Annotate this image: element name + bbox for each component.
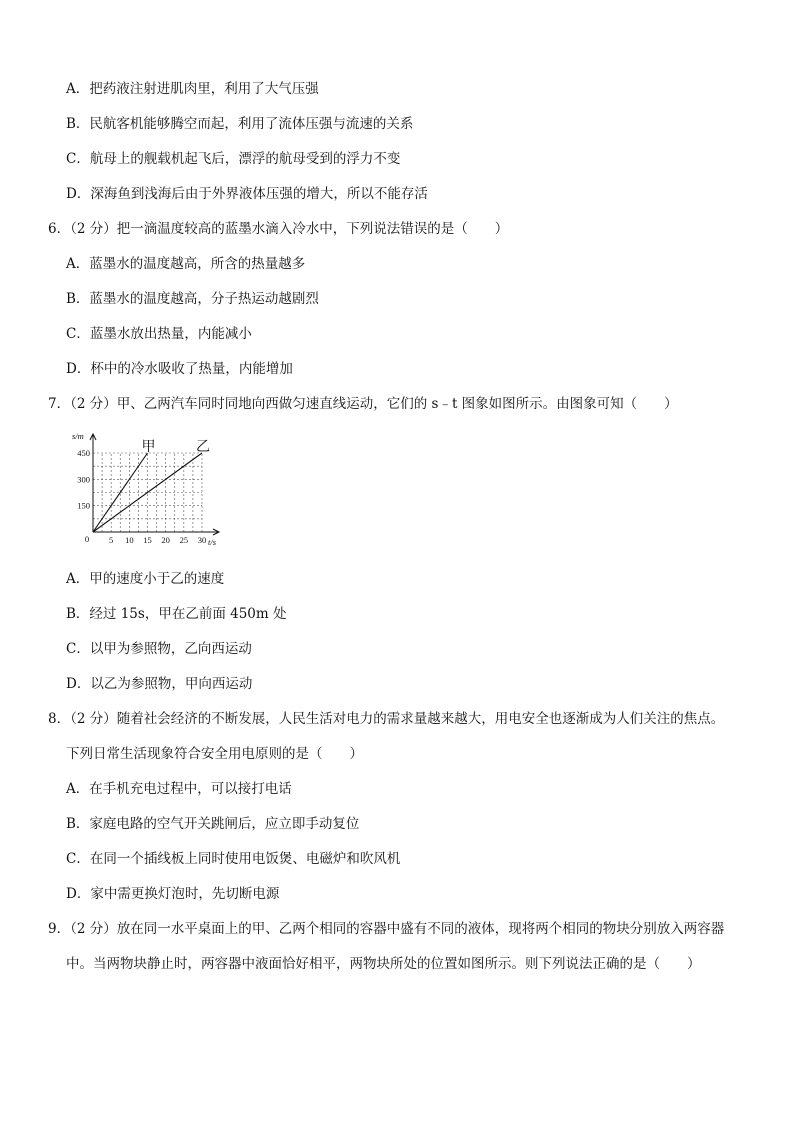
y-tick-label: 300	[77, 474, 90, 485]
q9-stem-line1: 9．（2 分）放在同一水平桌面上的甲、乙两个相同的容器中盛有不同的液体，现将两个相同的物块分别放入两容器	[48, 921, 725, 937]
option-text: 家中需更换灯泡时，先切断电源	[90, 886, 280, 902]
option-text: 以乙为参照物，甲向西运动	[90, 676, 253, 692]
option-text: 民航客机能够腾空而起，利用了流体压强与流速的关系	[89, 116, 414, 132]
s-t-chart	[68, 427, 230, 552]
option-letter: D．	[66, 186, 91, 202]
origin-label: 0	[84, 534, 90, 544]
option-text: 杯中的冷水吸收了热量，内能增加	[90, 361, 293, 377]
q6-option-a	[66, 255, 305, 273]
q6-option-b	[66, 290, 319, 308]
option-text: 蓝墨水的温度越高，分子热运动越剧烈	[89, 291, 319, 307]
q5-option-c	[66, 150, 400, 168]
x-tick-label: 5	[109, 535, 114, 545]
q7-option-c	[66, 640, 252, 658]
q9-stem-line2: 中。当两物块静止时，两容器中液面恰好相平，两物块所处的位置如图所示。则下列说法正确的是（ ）	[66, 956, 701, 972]
y-tick-label: 150	[77, 500, 90, 511]
option-text: 深海鱼到浅海后由于外界液体压强的增大，所以不能存活	[90, 186, 428, 202]
option-letter: D．	[66, 361, 91, 377]
option-text: 蓝墨水放出热量，内能减小	[89, 326, 252, 342]
option-letter: B．	[66, 291, 90, 307]
x-tick-label: 25	[179, 535, 189, 545]
q6-option-d	[66, 360, 293, 378]
option-letter: A．	[66, 81, 90, 97]
q5-option-d	[66, 185, 428, 203]
q6-option-c	[66, 325, 252, 343]
x-tick-label: 20	[161, 535, 170, 545]
y-axis-title: s/m	[72, 431, 84, 441]
option-text: 航母上的舰载机起飞后，漂浮的航母受到的浮力不变	[89, 151, 401, 167]
option-letter: A．	[66, 781, 90, 797]
q7-option-a	[66, 570, 224, 588]
option-text: 在手机充电过程中，可以接打电话	[89, 781, 292, 797]
option-letter: D．	[66, 886, 91, 902]
option-letter: C．	[66, 641, 90, 657]
q6-stem: 6．（2 分）把一滴温度较高的蓝墨水滴入冷水中，下列说法错误的是（ ）	[48, 221, 509, 237]
q5-option-a	[66, 80, 319, 98]
option-text: 以甲为参照物，乙向西运动	[89, 641, 252, 657]
series-label-1: 乙	[196, 440, 210, 455]
q8-stem-line1: 8．（2 分）随着社会经济的不断发展，人民生活对电力的需求量越来越大，用电安全也逐渐成为人们关注的焦点。	[48, 711, 725, 727]
option-text: 蓝墨水的温度越高，所含的热量越多	[89, 256, 306, 272]
option-text: 经过 15s，甲在乙前面 450m 处	[89, 606, 287, 622]
q8-option-d	[66, 885, 279, 903]
q7-stem: 7．（2 分）甲、乙两汽车同时同地向西做匀速直线运动，它们的 s﹣t 图象如图所示。由图象可知（ ）	[48, 396, 678, 412]
option-text: 在同一个插线板上同时使用电饭煲、电磁炉和吹风机	[89, 851, 401, 867]
q8-stem-line2: 下列日常生活现象符合安全用电原则的是（ ）	[66, 746, 363, 762]
option-letter: A．	[66, 256, 90, 272]
q8-option-b	[66, 815, 359, 833]
option-text: 家庭电路的空气开关跳闸后，应立即手动复位	[89, 816, 360, 832]
option-letter: B．	[66, 606, 90, 622]
option-letter: D．	[66, 676, 91, 692]
option-text: 甲的速度小于乙的速度	[89, 571, 225, 587]
q8-option-c	[66, 850, 400, 868]
option-letter: C．	[66, 151, 90, 167]
option-letter: C．	[66, 851, 90, 867]
option-text: 把药液注射进肌肉里，利用了大气压强	[89, 81, 319, 97]
option-letter: B．	[66, 816, 90, 832]
x-tick-label: 30	[197, 535, 207, 545]
q8-option-a	[66, 780, 292, 798]
x-axis-title: t/s	[208, 537, 217, 547]
x-tick-label: 15	[143, 535, 152, 545]
option-letter: C．	[66, 326, 90, 342]
q5-option-b	[66, 115, 413, 133]
y-tick-label: 450	[77, 448, 90, 458]
series-label-0: 甲	[141, 440, 156, 455]
option-letter: A．	[66, 571, 90, 587]
option-letter: B．	[66, 116, 90, 132]
x-tick-label: 10	[125, 535, 134, 545]
q7-option-d	[66, 675, 252, 693]
q7-option-b	[66, 605, 286, 623]
